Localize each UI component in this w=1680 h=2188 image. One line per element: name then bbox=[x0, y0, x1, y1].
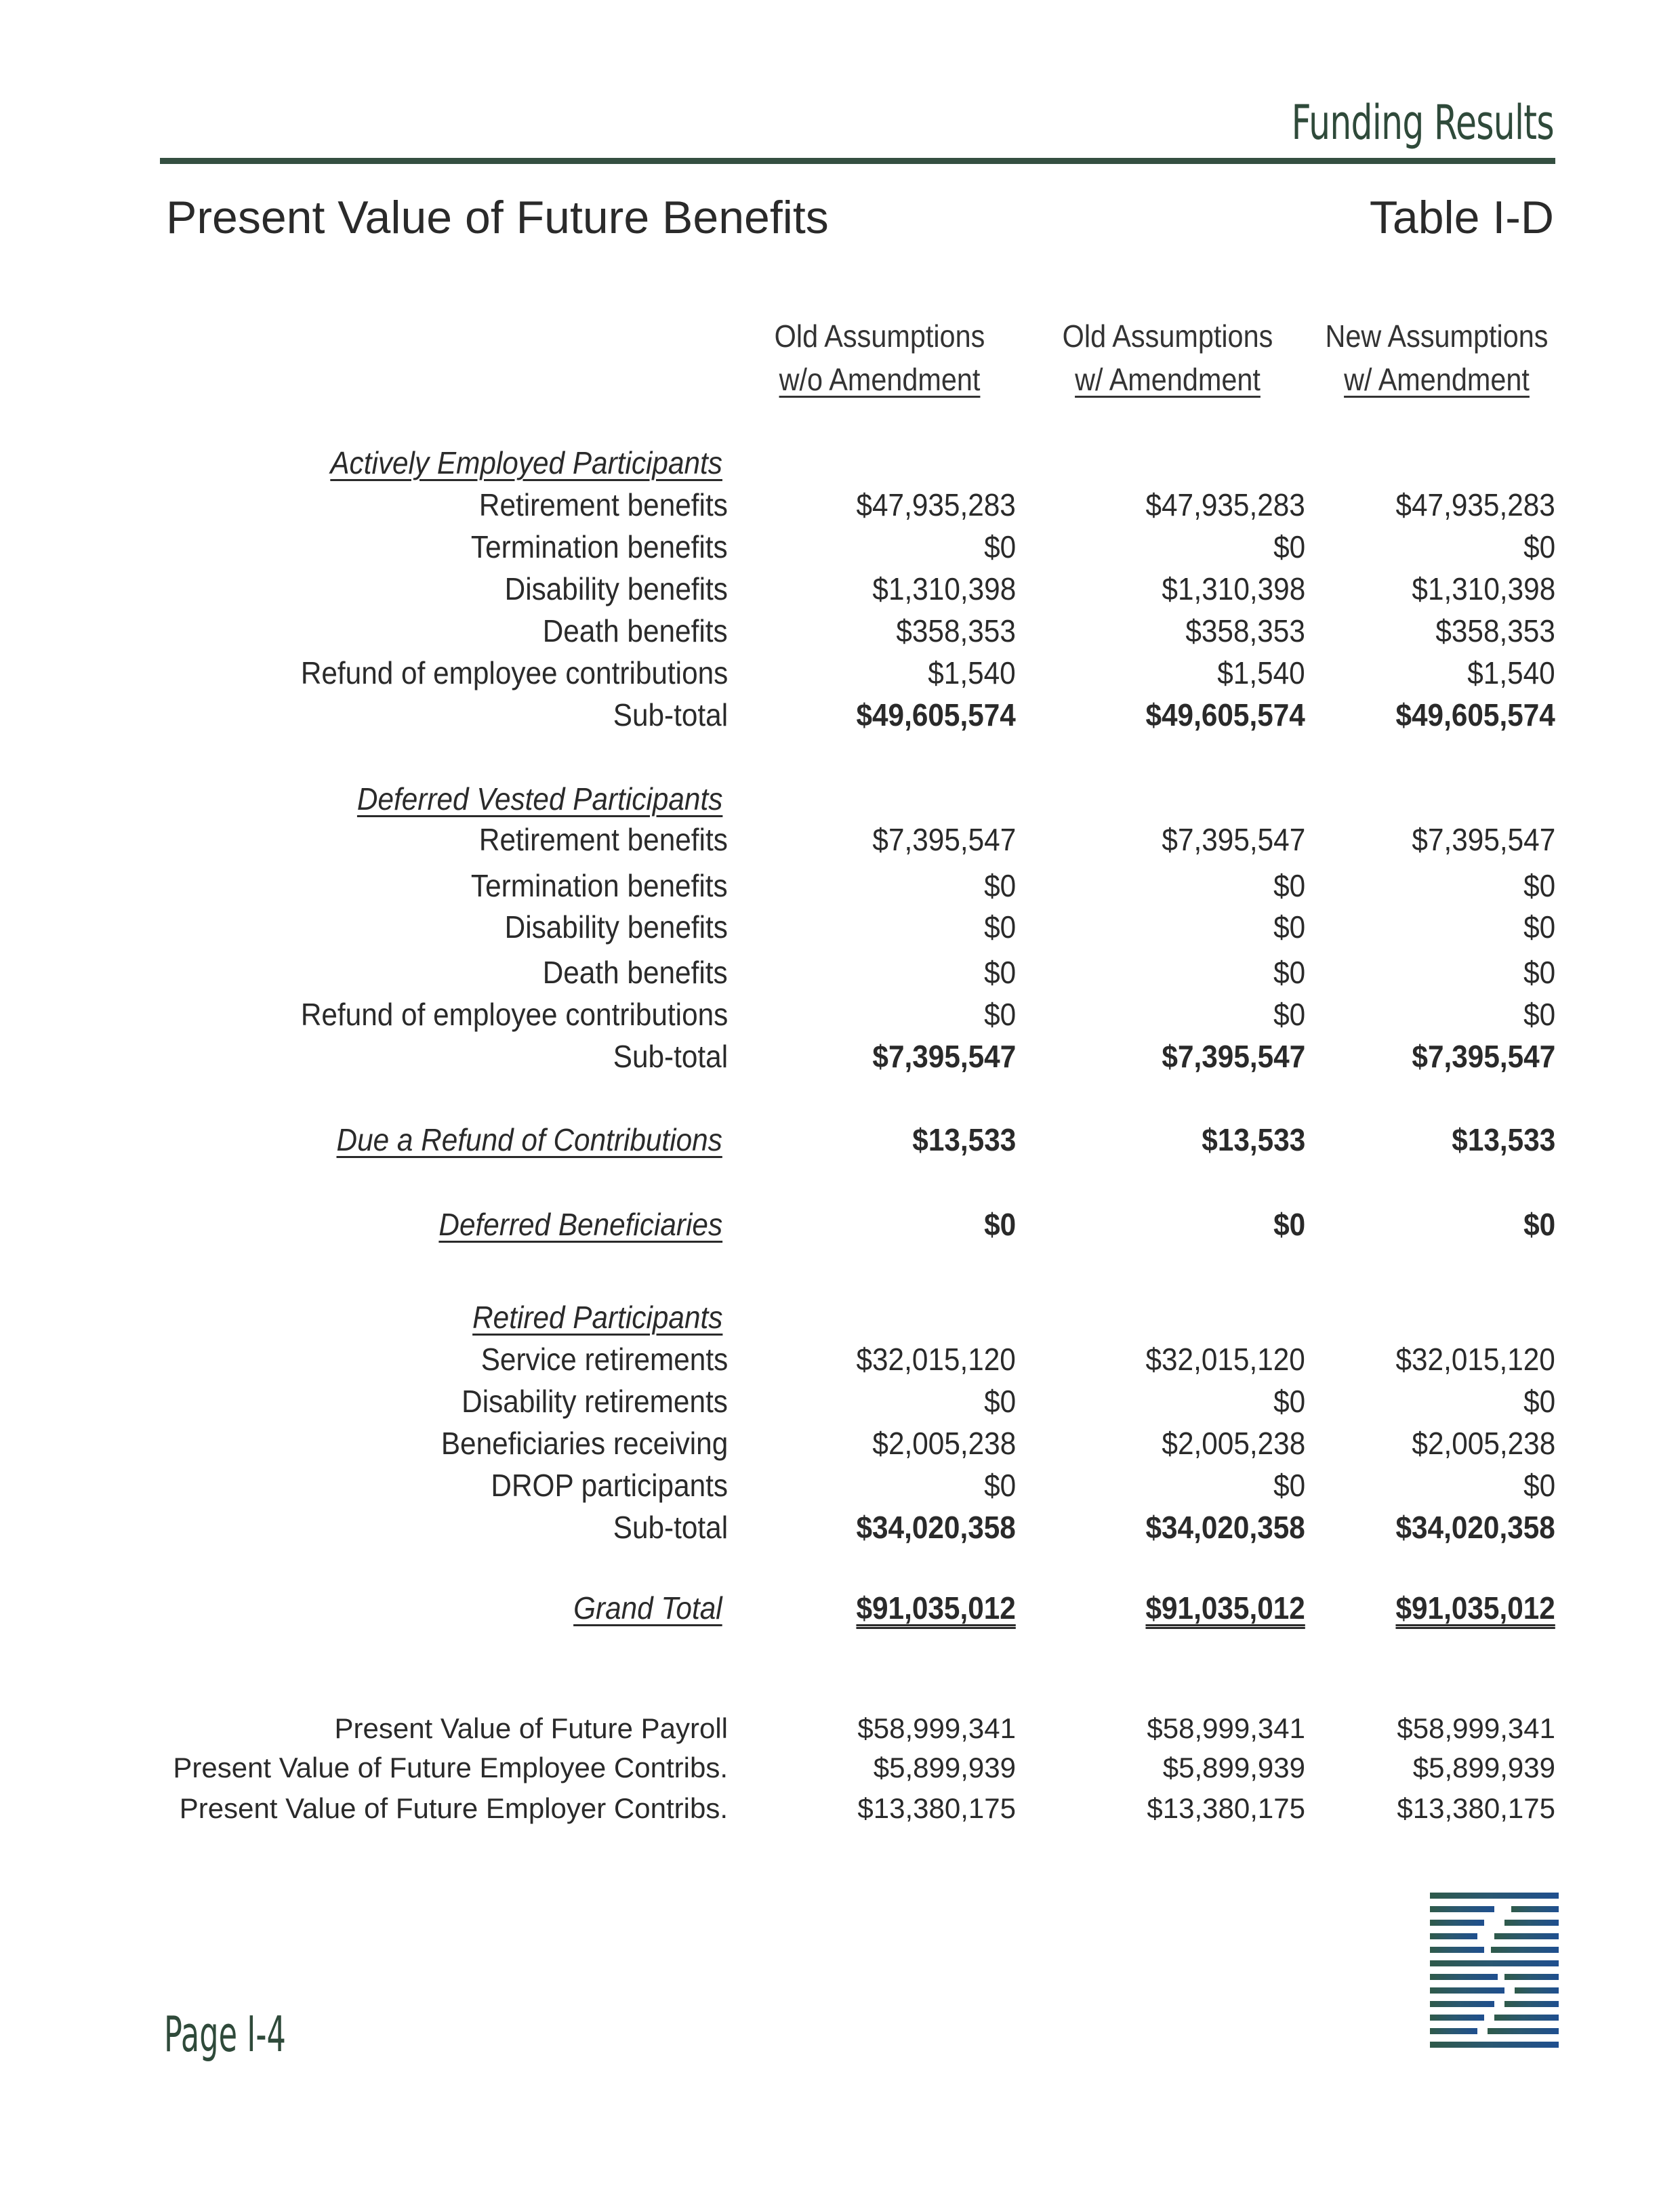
value-cell: $13,533 bbox=[1202, 1122, 1305, 1157]
table-row bbox=[0, 484, 1680, 526]
section-heading-label: Actively Employed Participants bbox=[330, 445, 722, 480]
column-header-line2: w/o Amendment bbox=[779, 362, 981, 397]
value-cell: $32,015,120 bbox=[856, 1342, 1016, 1377]
row-label: Sub-total bbox=[613, 1510, 728, 1545]
value-cell: $0 bbox=[1273, 909, 1305, 945]
value-cell: $13,380,175 bbox=[857, 1792, 1016, 1824]
value-cell: $13,380,175 bbox=[1397, 1792, 1555, 1824]
value-cell: $0 bbox=[1523, 1207, 1555, 1242]
value-cell: $0 bbox=[1273, 868, 1305, 903]
value-cell: $7,395,547 bbox=[1412, 822, 1555, 857]
value-cell: $58,999,341 bbox=[857, 1712, 1016, 1744]
value-cell: $47,935,283 bbox=[1395, 487, 1555, 522]
table-row bbox=[0, 906, 1680, 948]
section-title: Funding Results bbox=[1291, 95, 1554, 150]
value-cell: $358,353 bbox=[1435, 613, 1555, 648]
value-cell: $2,005,238 bbox=[1412, 1426, 1555, 1461]
section-heading-active bbox=[0, 442, 1680, 484]
value-cell: $47,935,283 bbox=[856, 487, 1016, 522]
section-heading-label: Grand Total bbox=[573, 1590, 722, 1626]
row-label: Service retirements bbox=[480, 1342, 728, 1377]
value-cell: $34,020,358 bbox=[856, 1510, 1016, 1545]
value-cell: $1,540 bbox=[1217, 655, 1305, 690]
row-label: Present Value of Future Employee Contribs. bbox=[173, 1752, 728, 1783]
value-cell: $0 bbox=[983, 1384, 1016, 1419]
table-row bbox=[0, 1422, 1680, 1464]
grand-total-row bbox=[0, 1587, 1680, 1629]
column-header-2 bbox=[1027, 314, 1308, 401]
value-cell: $1,540 bbox=[1467, 655, 1555, 690]
row-label: Disability retirements bbox=[462, 1384, 728, 1419]
table-row bbox=[0, 1380, 1680, 1422]
value-cell: $49,605,574 bbox=[1145, 697, 1305, 732]
value-cell: $0 bbox=[1523, 529, 1555, 564]
table-row bbox=[0, 865, 1680, 907]
row-label: DROP participants bbox=[491, 1468, 728, 1503]
value-cell: $0 bbox=[1523, 868, 1555, 903]
value-cell: $0 bbox=[1273, 997, 1305, 1032]
value-cell: $0 bbox=[1273, 1207, 1305, 1242]
row-label: Retirement benefits bbox=[479, 487, 728, 522]
value-cell: $0 bbox=[1523, 955, 1555, 990]
value-cell: $5,899,939 bbox=[873, 1752, 1016, 1783]
row-label: Retirement benefits bbox=[479, 822, 728, 857]
value-cell: $1,310,398 bbox=[1412, 571, 1555, 606]
row-label: Refund of employee contributions bbox=[300, 655, 728, 690]
value-cell: $91,035,012 bbox=[856, 1590, 1016, 1626]
value-cell: $7,395,547 bbox=[1162, 822, 1305, 857]
value-cell: $7,395,547 bbox=[1162, 1039, 1305, 1074]
value-cell: $1,310,398 bbox=[1162, 571, 1305, 606]
company-logo bbox=[1430, 1893, 1559, 2059]
row-label: Disability benefits bbox=[504, 909, 728, 945]
value-cell: $13,380,175 bbox=[1147, 1792, 1305, 1824]
table-label: Table I-D bbox=[1369, 192, 1554, 243]
value-cell: $0 bbox=[1273, 955, 1305, 990]
row-label: Termination benefits bbox=[471, 868, 728, 903]
table-row bbox=[0, 819, 1680, 861]
value-cell: $0 bbox=[983, 909, 1016, 945]
value-cell: $7,395,547 bbox=[872, 822, 1016, 857]
deferred-beneficiaries-row bbox=[0, 1203, 1680, 1245]
value-cell: $0 bbox=[983, 997, 1016, 1032]
table-row bbox=[0, 610, 1680, 652]
section-heading-label: Due a Refund of Contributions bbox=[336, 1122, 722, 1157]
subtotal-row bbox=[0, 1506, 1680, 1548]
page-title: Present Value of Future Benefits bbox=[166, 192, 829, 243]
row-label: Sub-total bbox=[613, 697, 728, 732]
row-label: Death benefits bbox=[543, 955, 728, 990]
value-cell: $0 bbox=[1523, 1468, 1555, 1503]
value-cell: $358,353 bbox=[1185, 613, 1305, 648]
row-label: Death benefits bbox=[543, 613, 728, 648]
row-label: Sub-total bbox=[613, 1039, 728, 1074]
due-refund-row bbox=[0, 1119, 1680, 1161]
value-cell: $0 bbox=[1523, 997, 1555, 1032]
column-header-line1: Old Assumptions bbox=[774, 318, 985, 354]
value-cell: $47,935,283 bbox=[1145, 487, 1305, 522]
row-label: Refund of employee contributions bbox=[300, 997, 728, 1032]
value-cell: $0 bbox=[1273, 529, 1305, 564]
value-cell: $0 bbox=[983, 868, 1016, 903]
value-cell: $34,020,358 bbox=[1395, 1510, 1555, 1545]
column-header-3 bbox=[1296, 314, 1577, 401]
section-heading-retired bbox=[0, 1296, 1680, 1338]
section-heading-deferred-vested bbox=[0, 778, 1680, 820]
value-cell: $1,540 bbox=[928, 655, 1016, 690]
value-cell: $0 bbox=[1523, 909, 1555, 945]
table-row bbox=[0, 568, 1680, 610]
row-label: Present Value of Future Employer Contribs. bbox=[179, 1792, 728, 1824]
subtotal-row bbox=[0, 1035, 1680, 1077]
table-row bbox=[0, 951, 1680, 993]
column-header-line2: w/ Amendment bbox=[1344, 362, 1530, 397]
column-header-line1: Old Assumptions bbox=[1062, 318, 1273, 354]
value-cell: $358,353 bbox=[896, 613, 1016, 648]
table-row bbox=[0, 652, 1680, 694]
value-cell: $49,605,574 bbox=[856, 697, 1016, 732]
table-row bbox=[0, 1788, 1680, 1830]
table-row bbox=[0, 1338, 1680, 1380]
page-number: Page I-4 bbox=[164, 2006, 286, 2063]
table-row bbox=[0, 993, 1680, 1035]
column-header-line1: New Assumptions bbox=[1325, 318, 1549, 354]
value-cell: $49,605,574 bbox=[1395, 697, 1555, 732]
row-label: Present Value of Future Payroll bbox=[334, 1712, 728, 1744]
value-cell: $32,015,120 bbox=[1395, 1342, 1555, 1377]
value-cell: $0 bbox=[983, 529, 1016, 564]
section-heading-label: Deferred Vested Participants bbox=[356, 781, 722, 817]
table-row bbox=[0, 526, 1680, 568]
value-cell: $7,395,547 bbox=[1412, 1039, 1555, 1074]
value-cell: $0 bbox=[983, 1207, 1016, 1242]
column-header-1 bbox=[739, 314, 1020, 401]
value-cell: $58,999,341 bbox=[1147, 1712, 1305, 1744]
subtotal-row bbox=[0, 694, 1680, 736]
table-row bbox=[0, 1708, 1680, 1750]
value-cell: $91,035,012 bbox=[1145, 1590, 1305, 1626]
row-label: Disability benefits bbox=[504, 571, 728, 606]
table-row bbox=[0, 1747, 1680, 1789]
value-cell: $0 bbox=[983, 955, 1016, 990]
value-cell: $13,533 bbox=[912, 1122, 1016, 1157]
value-cell: $0 bbox=[1273, 1468, 1305, 1503]
section-heading-label: Retired Participants bbox=[472, 1300, 722, 1335]
row-label: Termination benefits bbox=[471, 529, 728, 564]
value-cell: $7,395,547 bbox=[872, 1039, 1016, 1074]
value-cell: $0 bbox=[1523, 1384, 1555, 1419]
value-cell: $0 bbox=[983, 1468, 1016, 1503]
value-cell: $34,020,358 bbox=[1145, 1510, 1305, 1545]
value-cell: $0 bbox=[1273, 1384, 1305, 1419]
value-cell: $2,005,238 bbox=[1162, 1426, 1305, 1461]
value-cell: $5,899,939 bbox=[1162, 1752, 1305, 1783]
table-row bbox=[0, 1464, 1680, 1506]
section-heading-label: Deferred Beneficiaries bbox=[438, 1207, 722, 1242]
value-cell: $32,015,120 bbox=[1145, 1342, 1305, 1377]
header-rule bbox=[160, 158, 1555, 164]
value-cell: $5,899,939 bbox=[1412, 1752, 1555, 1783]
value-cell: $2,005,238 bbox=[872, 1426, 1016, 1461]
row-label: Beneficiaries receiving bbox=[441, 1426, 728, 1461]
value-cell: $91,035,012 bbox=[1395, 1590, 1555, 1626]
column-header-line2: w/ Amendment bbox=[1075, 362, 1261, 397]
value-cell: $13,533 bbox=[1452, 1122, 1555, 1157]
value-cell: $1,310,398 bbox=[872, 571, 1016, 606]
value-cell: $58,999,341 bbox=[1397, 1712, 1555, 1744]
